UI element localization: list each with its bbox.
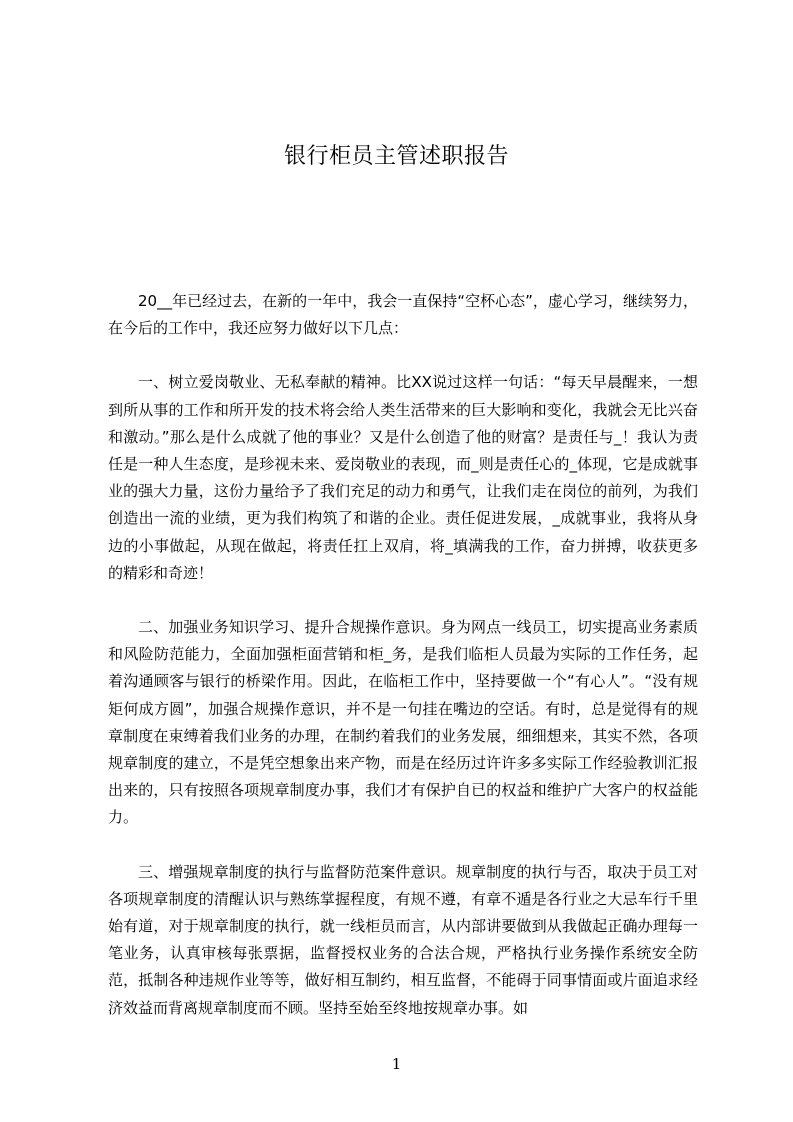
paragraph-section-2: 二、加强业务知识学习、提升合规操作意识。身为网点一线员工，切实提高业务素质和风险防范能力，全面加强柜面营销和柜_务，是我们临柜人员最为实际的工作任务，起着沟通顾客与银行的桥梁作用。因此，在临柜工作中，坚持要做一个“有心人”。“没有规矩何成方圆”，加强合规操作意识，并不是一句挂在嘴边的空话。有时，总是觉得有的规章制度在束缚着我们业务的办理，在制约着我们的业务发展，细细想来，其实不然，各项规章制度的建立，不是凭空想象出来产物，而是在经历过许许多多实际工作经验教训汇报出来的，只有按照各项规章制度办事，我们才有保护自已的权益和维护广大客户的权益能力。 bbox=[108, 618, 698, 827]
paragraph-section-1: 一、树立爱岗敬业、无私奉献的精神。比XX说过这样一句话：“每天早晨醒来，一想到所从事的工作和所开发的技术将会给人类生活带来的巨大影响和变化，我就会无比兴奋和激动。”那么是什么成就了他的事业？又是什么创造了他的财富？是责任与_！我认为责任是一种人生态度，是珍视未来、爱岗敬业的表现，而_则是责任心的_体现，它是成就事业的强大力量，这份力量给予了我们充足的动力和勇气，让我们走在岗位的前列，为我们创造出一流的业绩，更为我们构筑了和谐的企业。责任促进发展，_成就事业，我将从身边的小事做起，从现在做起，将责任扛上双肩，将_填满我的工作，奋力拼搏，收获更多的精彩和奇迹！ bbox=[108, 373, 698, 582]
paragraph-intro: 20__年已经过去，在新的一年中，我会一直保持“空杯心态”，虚心学习，继续努力，在今后的工作中，我还应努力做好以下几点： bbox=[108, 292, 698, 338]
page-number: 1 bbox=[391, 1055, 402, 1073]
document-body bbox=[108, 288, 698, 1022]
document-title: 银行柜员主管述职报告 bbox=[283, 144, 509, 169]
paragraph-section-3: 三、增强规章制度的执行与监督防范案件意识。规章制度的执行与否，取决于员工对各项规章制度的清醒认识与熟练掌握程度，有规不遵，有章不遁是各行业之大忌车行千里始有道，对于规章制度的执行，就一线柜员而言，从内部讲要做到从我做起正确办理每一笔业务，认真审核每张票据，监督授权业务的合法合规，严格执行业务操作系统安全防范，抵制各种违规作业等等，做好相互制约，相互监督，不能碍于同事情面或片面追求经济效益而背离规章制度而不顾。坚持至始至终地按规章办事。如 bbox=[108, 862, 698, 1017]
